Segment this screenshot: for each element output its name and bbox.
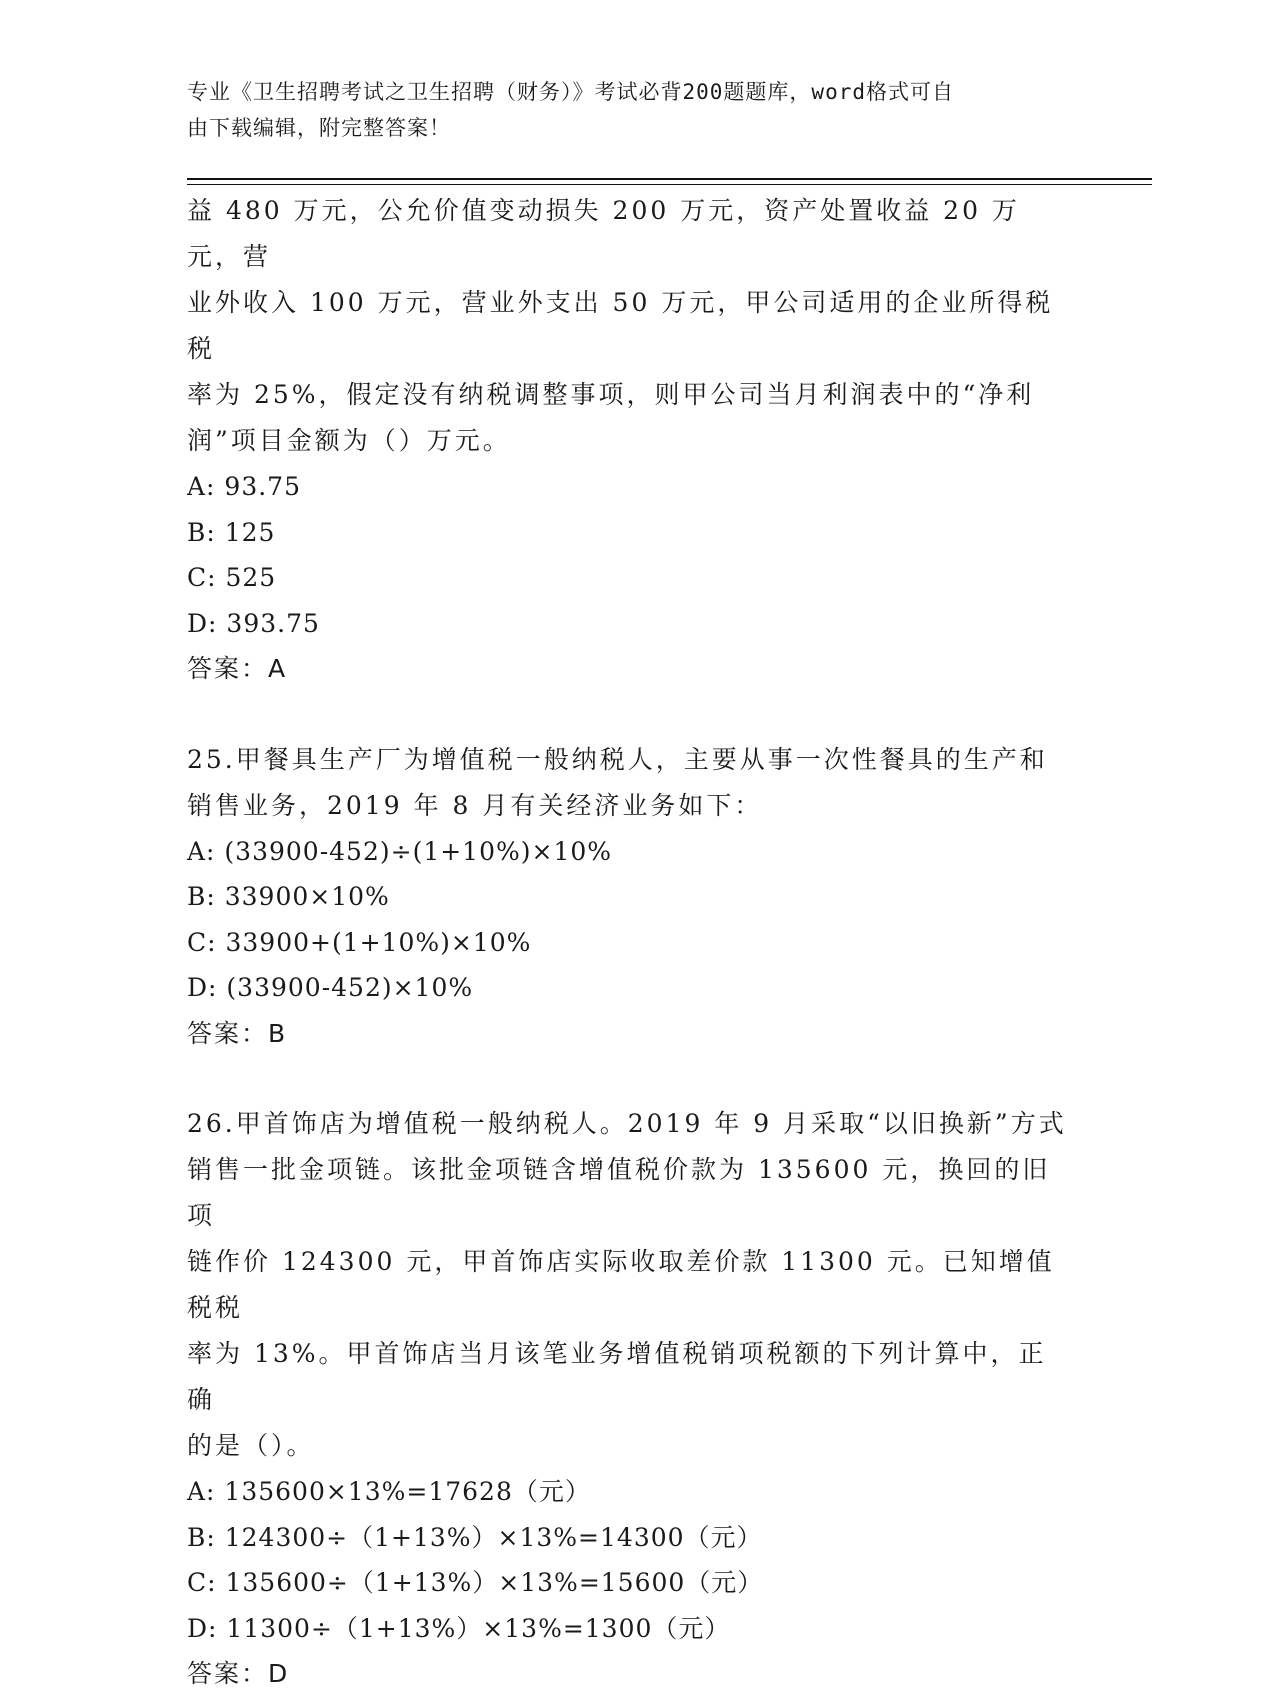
question-26-option-c: C: 135600÷（1+13%）×13%=15600（元） — [187, 1568, 764, 1597]
question-25-option-d: D: (33900-452)×10% — [187, 973, 474, 1002]
question-24-line-4: 润”项目金额为（）万元。 — [187, 426, 511, 455]
question-24-option-d: D: 393.75 — [187, 608, 320, 638]
question-26-option-d: D: 11300÷（1+13%）×13%=1300（元） — [187, 1613, 731, 1643]
question-26-line-2: 销售一批金项链。该批金项链含增值税价款为 135600 元，换回的旧项 — [187, 1155, 1051, 1230]
question-25 — [187, 737, 1087, 1057]
question-25-option-a: A: (33900-452)÷(1+10%)×10% — [187, 836, 613, 866]
question-24-option-a: A: 93.75 — [187, 472, 301, 501]
header-line-2: 由下载编辑，附完整答案！ — [187, 116, 451, 140]
question-25-option-c: C: 33900+(1+10%)×10% — [187, 927, 532, 957]
question-24-answer: 答案：A — [187, 654, 288, 683]
question-26-line-1: 26.甲首饰店为增值税一般纳税人。2019 年 9 月采取“以旧换新”方式 — [187, 1109, 1067, 1138]
page-header — [187, 74, 1067, 146]
question-24 — [187, 188, 1087, 692]
question-26-line-3: 链作价 124300 元，甲首饰店实际收取差价款 11300 元。已知增值税税 — [187, 1247, 1055, 1322]
question-24-line-3: 率为 25%，假定没有纳税调整事项，则甲公司当月利润表中的“净利 — [187, 380, 1035, 409]
question-26 — [187, 1101, 1087, 1697]
question-25-line-1: 25.甲餐具生产厂为增值税一般纳税人，主要从事一次性餐具的生产和 — [187, 744, 1048, 774]
question-26-option-b: B: 124300÷（1+13%）×13%=14300（元） — [187, 1522, 763, 1552]
header-line-1: 专业《卫生招聘考试之卫生招聘（财务）》考试必背200题题库，word格式可自 — [187, 80, 954, 104]
question-25-line-2: 销售业务，2019 年 8 月有关经济业务如下： — [187, 790, 763, 820]
header-rule-thin — [187, 184, 1152, 185]
question-26-line-5: 的是（）。 — [187, 1431, 315, 1460]
question-26-option-a: A: 135600×13%=17628（元） — [187, 1477, 591, 1506]
question-spacer — [187, 1056, 1087, 1101]
question-24-line-1: 益 480 万元，公允价值变动损失 200 万元，资产处置收益 20 万元，营 — [187, 196, 1020, 271]
question-24-option-b: B: 125 — [187, 517, 276, 547]
question-24-option-c: C: 525 — [187, 563, 277, 592]
question-25-option-b: B: 33900×10% — [187, 882, 390, 911]
question-25-answer: 答案：B — [187, 1018, 288, 1048]
question-26-answer: 答案：D — [187, 1659, 290, 1688]
question-24-line-2: 业外收入 100 万元，营业外支出 50 万元，甲公司适用的企业所得税税 — [187, 288, 1054, 363]
question-spacer — [187, 692, 1087, 737]
question-26-line-4: 率为 13%。甲首饰店当月该笔业务增值税销项税额的下列计算中，正确 — [187, 1339, 1047, 1414]
header-rule-thick — [187, 178, 1152, 180]
document-body — [187, 188, 1087, 1697]
